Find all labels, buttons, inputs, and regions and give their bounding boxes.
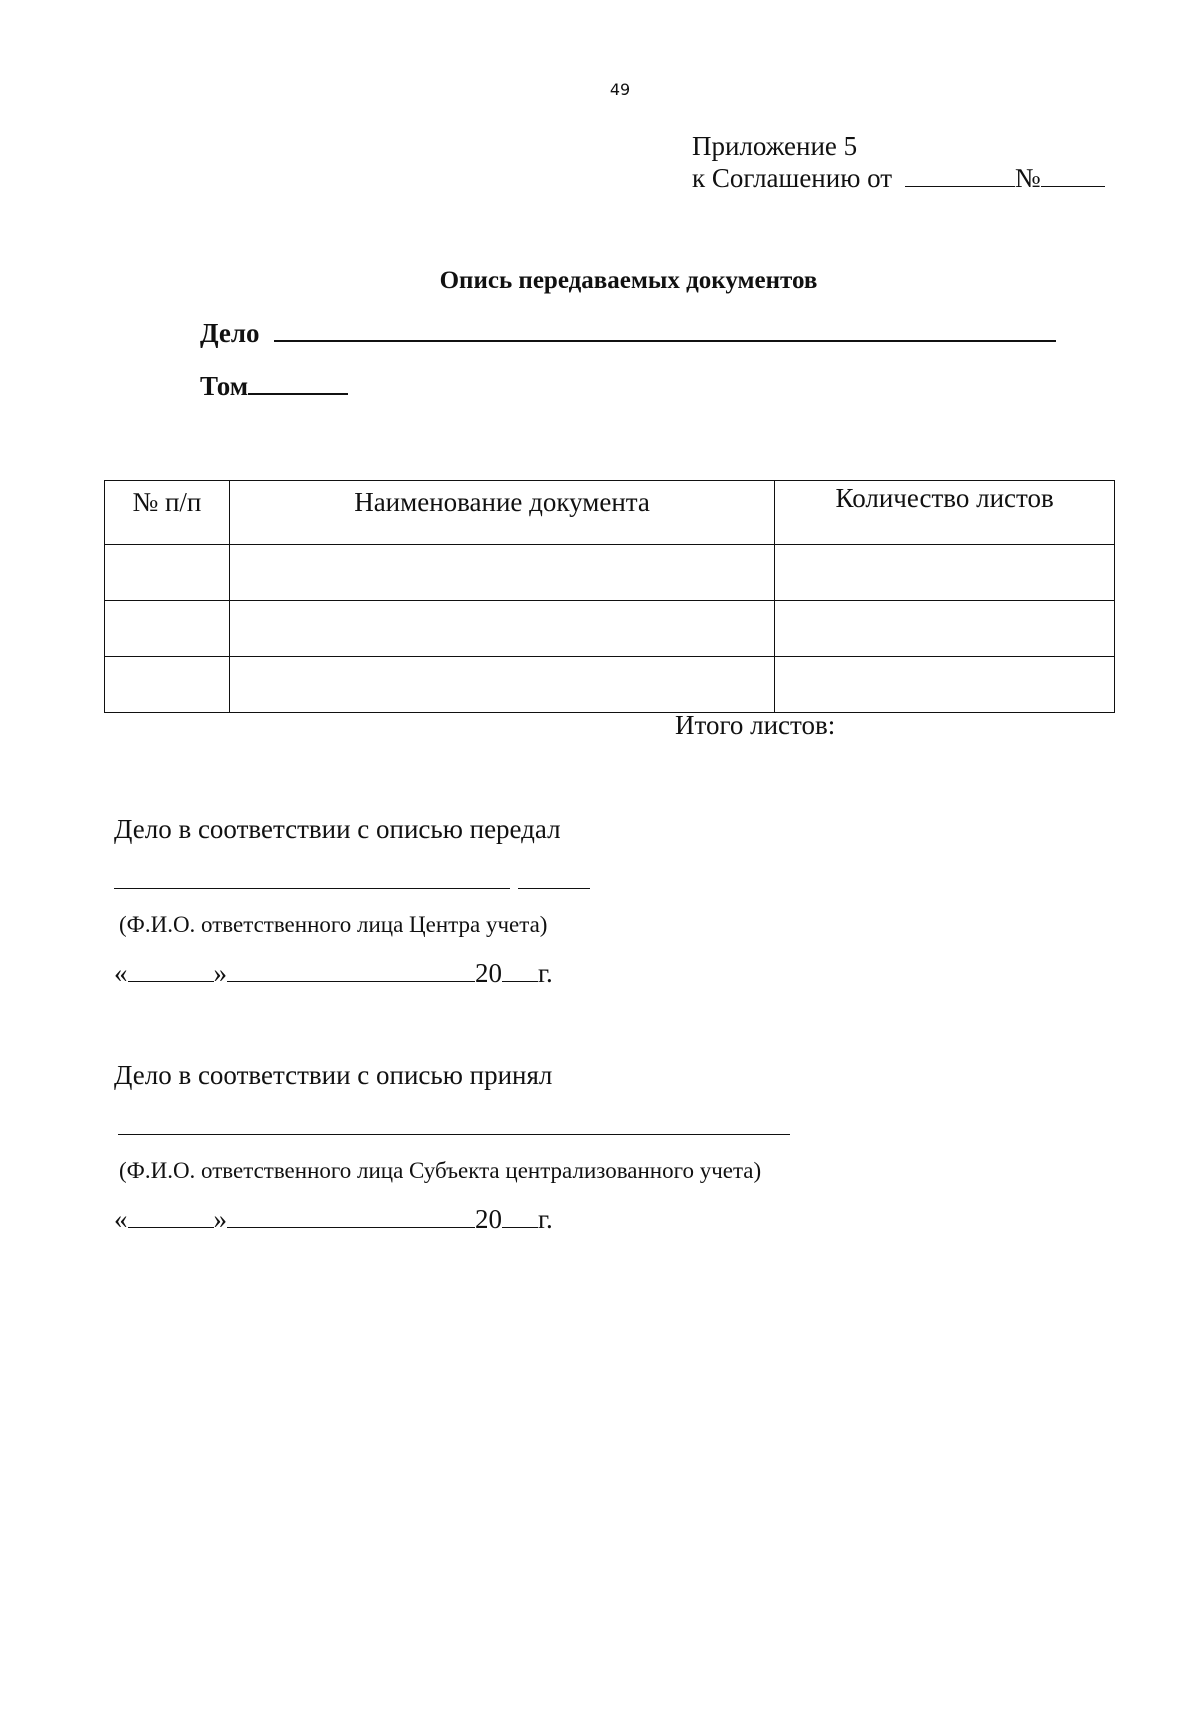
agreement-date-blank[interactable] — [905, 164, 1015, 187]
transfer-date — [114, 958, 553, 989]
case-field — [200, 318, 1056, 349]
transfer-month-blank[interactable] — [227, 961, 475, 982]
agreement-prefix: к Соглашению от — [692, 163, 893, 193]
header-sheet-count: Количество листов — [775, 481, 1115, 545]
year-suffix: г. — [538, 958, 553, 988]
header-number: № п/п — [105, 481, 230, 545]
appendix-header — [692, 130, 1105, 194]
receive-date — [114, 1204, 553, 1235]
date-open-quote: « — [114, 958, 128, 988]
receive-statement: Дело в соответствии с описью принял — [114, 1060, 553, 1090]
receive-name-line[interactable] — [118, 1134, 790, 1135]
receive-day-blank[interactable] — [128, 1207, 214, 1228]
table-row — [105, 657, 1115, 713]
receive-month-blank[interactable] — [227, 1207, 475, 1228]
row-number-cell[interactable] — [105, 657, 230, 713]
transfer-day-blank[interactable] — [128, 961, 214, 982]
volume-label: Том — [200, 371, 249, 401]
date-close-quote: » — [213, 958, 227, 988]
year-prefix: 20 — [475, 958, 502, 988]
transfer-year-blank[interactable] — [502, 961, 538, 982]
row-number-cell[interactable] — [105, 601, 230, 657]
table-row — [105, 601, 1115, 657]
page-number: 49 — [609, 80, 631, 99]
row-document-name-cell[interactable] — [229, 601, 774, 657]
transfer-signature-line[interactable] — [518, 888, 590, 889]
row-document-name-cell[interactable] — [229, 545, 774, 601]
document-title: Опись передаваемых документов — [439, 267, 818, 294]
date-open-quote: « — [114, 1204, 128, 1234]
year-suffix: г. — [538, 1204, 553, 1234]
agreement-reference — [692, 162, 1105, 194]
row-sheet-count-cell[interactable] — [775, 601, 1115, 657]
volume-blank[interactable] — [248, 371, 348, 395]
appendix-title: Приложение 5 — [692, 131, 858, 161]
receive-year-blank[interactable] — [502, 1207, 538, 1228]
transfer-name-line[interactable] — [114, 888, 510, 889]
row-sheet-count-cell[interactable] — [775, 545, 1115, 601]
number-sign: № — [1014, 163, 1041, 193]
row-number-cell[interactable] — [105, 545, 230, 601]
row-sheet-count-cell[interactable] — [775, 657, 1115, 713]
agreement-number-blank[interactable] — [1041, 164, 1105, 187]
header-document-name: Наименование документа — [229, 481, 774, 545]
date-close-quote: » — [213, 1204, 227, 1234]
row-document-name-cell[interactable] — [229, 657, 774, 713]
transfer-caption: (Ф.И.О. ответственного лица Центра учета) — [119, 912, 548, 937]
volume-field — [200, 371, 348, 402]
case-blank[interactable] — [274, 318, 1056, 342]
table-row — [105, 545, 1115, 601]
year-prefix: 20 — [475, 1204, 502, 1234]
case-label: Дело — [200, 318, 260, 348]
table-header-row — [105, 481, 1115, 545]
receive-caption: (Ф.И.О. ответственного лица Субъекта централизованного учета) — [119, 1158, 762, 1183]
documents-table — [104, 480, 1115, 713]
total-sheets-label: Итого листов: — [675, 710, 836, 740]
transfer-statement: Дело в соответствии с описью передал — [114, 814, 561, 844]
